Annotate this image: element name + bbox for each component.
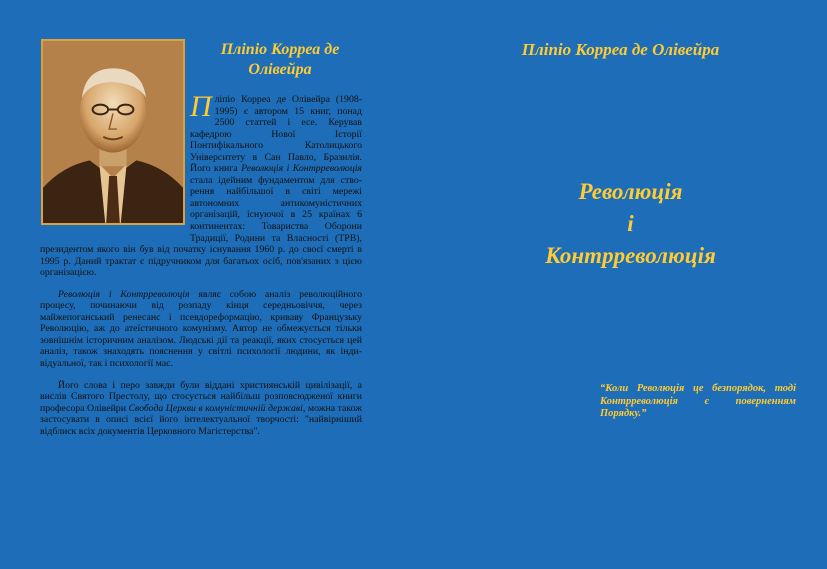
title-line-1: Революція xyxy=(578,179,683,204)
author-name-back: Пліпіо Корреа де Олівейра xyxy=(220,41,340,78)
book-title-italic: Революція і Контрреволюція xyxy=(241,163,362,175)
author-name-front: Пліпіо Корреа де Олівейра xyxy=(521,40,720,59)
title-line-2: і xyxy=(627,211,634,236)
author-biography xyxy=(40,90,363,447)
book-title xyxy=(414,176,827,272)
drop-cap-letter: П xyxy=(190,90,212,123)
bio-paragraph-1: ліпіо Корреа де Олівейра (1908-1995) є автором 15 книг, понад 2500 статтей і есе. Керував кафедрою Нової Історії Понтифікального Католицького Університету в Сан Павло, Бразилія. Його книга xyxy=(190,94,362,175)
bio-paragraph-3-end: , можна також застосувати в описі всієї його інтелектуальної творчості: "найвірніший відблиск всіх документів Церковного Магістерства". xyxy=(40,402,363,437)
back-cover xyxy=(0,0,400,569)
book-title-italic-3: Свобода Церкви в комуністичній державі xyxy=(128,402,303,414)
epigraph-quote: “Коли Революція це безпорядок, тоді Контрреволюція є поверненням Порядку.” xyxy=(600,383,796,419)
bio-paragraph-3: Його слова і перо завжди були віддані християнській цивілізації, а вислів Святого Престолу, що стосується найбільш розповсюдженої книги професора Олівейри xyxy=(40,379,362,414)
bio-paragraph-2: являє собою аналіз революційного процесу, починаючи від розпаду кінця середньовіччя, через майжепоганський ренесанс і псевдореформацію, криваву Французьку Революцію, аж до атеїстичного комунізму. Автор не обмежується тільки зовнішнім історичним аналізом. Людські дії та реакції, яких стосується цей аналіз, також знаходять пояснення у світлі психології людини, як індивідуальної, так і психології мас. xyxy=(40,288,362,370)
bio-paragraph-1-end: стала ідейним фундаментом для створення найбільшої в світі мережі автономних антикомуністичних організацій, існуючої в 25 країнах 6 континентах: Товариства Оборони Традиції, Родини та Власності (ТРВ), президентом якого він був від початку існування 1960 р. до своєї смерті в 1995 р. Даний трактат є підручником для багатьох осіб, пов'язаних з цією організацією. xyxy=(40,174,362,279)
front-cover xyxy=(414,0,827,569)
book-title-italic-2: Революція і Контрреволюція xyxy=(58,288,190,300)
title-line-3: Контрреволюція xyxy=(545,243,716,268)
